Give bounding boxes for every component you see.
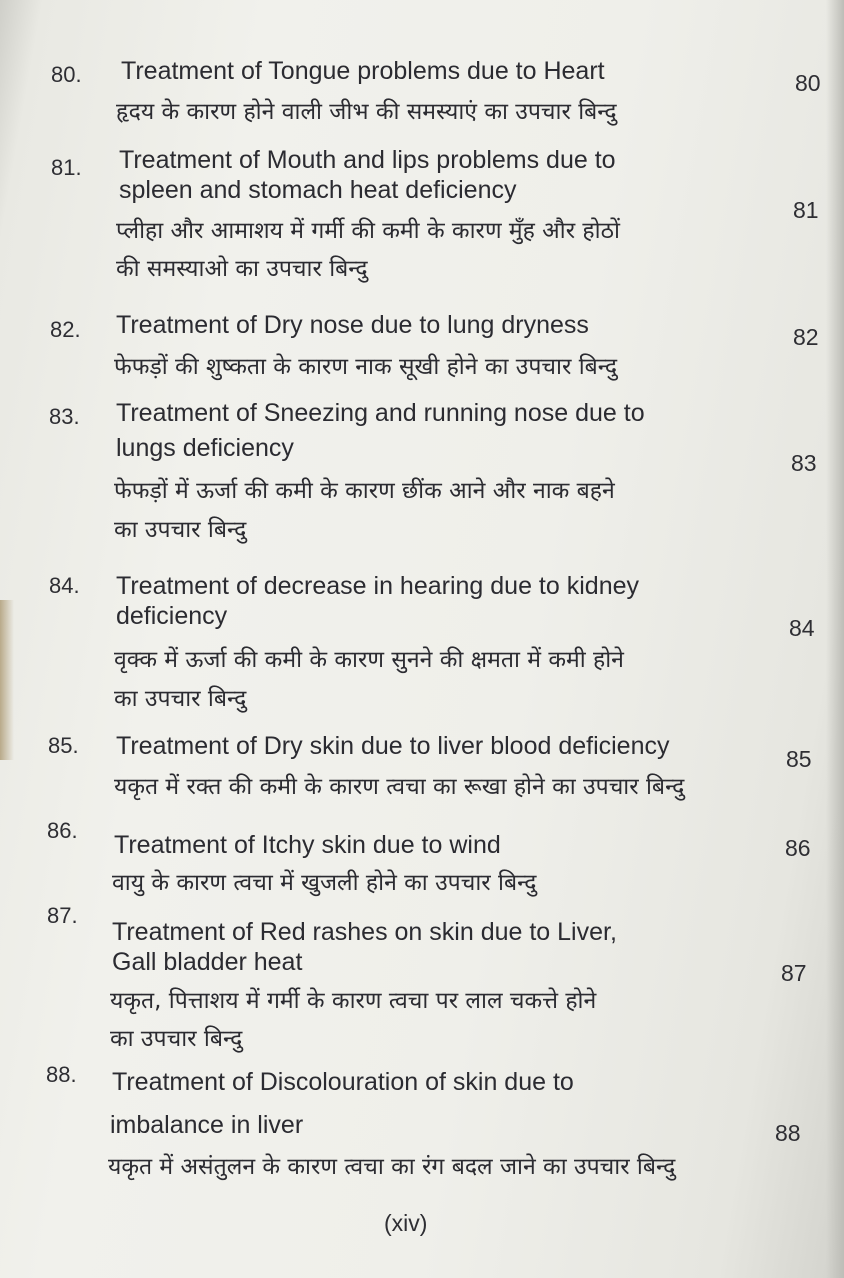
entry-page-number: 85 [786,746,812,772]
entry-title-line: Treatment of Tongue problems due to Heart [121,57,605,85]
entry-number: 84. [49,573,80,598]
entry-title-line: Treatment of Discolouration of skin due to [112,1068,574,1096]
entry-title-line: lungs deficiency [116,434,294,462]
entry-title-line: Treatment of Itchy skin due to wind [114,831,501,859]
folio-page-label: (xiv) [384,1210,428,1236]
entry-hindi-line: वृक्क में ऊर्जा की कमी के कारण सुनने की क्षमता में कमी होने [114,647,624,673]
entry-number: 80. [51,62,82,87]
entry-number: 81. [51,155,82,180]
entry-number: 87. [47,903,78,928]
entry-number: 88. [46,1062,77,1087]
entry-page-number: 81 [793,197,819,223]
entry-number: 86. [47,818,78,843]
entry-hindi-line: यकृत, पित्ताशय में गर्मी के कारण त्वचा पर लाल चकत्ते होने [110,988,597,1014]
entry-page-number: 82 [793,324,819,350]
entry-hindi-line: प्लीहा और आमाशय में गर्मी की कमी के कारण मुँह और होठों [116,218,620,244]
entry-title-line: spleen and stomach heat deficiency [119,176,517,204]
entry-hindi-line: यकृत में असंतुलन के कारण त्वचा का रंग बदल जाने का उपचार बिन्दु [108,1154,676,1180]
entry-title-line: Treatment of Dry skin due to liver blood deficiency [116,732,670,760]
entry-hindi-line: का उपचार बिन्दु [110,1026,243,1052]
entry-hindi-line: का उपचार बिन्दु [114,686,247,712]
entry-title-line: Gall bladder heat [112,948,303,976]
entry-page-number: 87 [781,960,807,986]
entry-hindi-line: फेफड़ों की शुष्कता के कारण नाक सूखी होने का उपचार बिन्दु [114,354,618,380]
entry-hindi-line: का उपचार बिन्दु [114,517,247,543]
entry-page-number: 86 [785,835,811,861]
entry-page-number: 80 [795,70,821,96]
entry-number: 82. [50,317,81,342]
page-shadow-right [826,0,844,1278]
page-shadow-left [0,600,14,760]
entry-title-line: deficiency [116,602,228,630]
entry-title-line: Treatment of decrease in hearing due to kidney [116,572,639,600]
entry-hindi-line: फेफड़ों में ऊर्जा की कमी के कारण छींक आने और नाक बहने [114,478,615,504]
entry-title-line: Treatment of Sneezing and running nose due to [116,399,645,427]
entry-title-line: Treatment of Red rashes on skin due to Liver, [112,918,617,946]
entry-page-number: 83 [791,450,817,476]
entry-title-line: Treatment of Mouth and lips problems due to [119,146,616,174]
entry-number: 85. [48,733,79,758]
entry-title-line: imbalance in liver [110,1111,304,1139]
entry-hindi-line: हृदय के कारण होने वाली जीभ की समस्याएं का उपचार बिन्दु [116,99,617,125]
entry-hindi-line: यकृत में रक्त की कमी के कारण त्वचा का रूखा होने का उपचार बिन्दु [114,774,685,800]
entry-title-line: Treatment of Dry nose due to lung dryness [116,311,589,339]
entry-hindi-line: की समस्याओ का उपचार बिन्दु [116,256,368,282]
entry-page-number: 88 [775,1120,801,1146]
entry-number: 83. [49,404,80,429]
entry-page-number: 84 [789,615,815,641]
entry-hindi-line: वायु के कारण त्वचा में खुजली होने का उपचार बिन्दु [112,870,537,896]
